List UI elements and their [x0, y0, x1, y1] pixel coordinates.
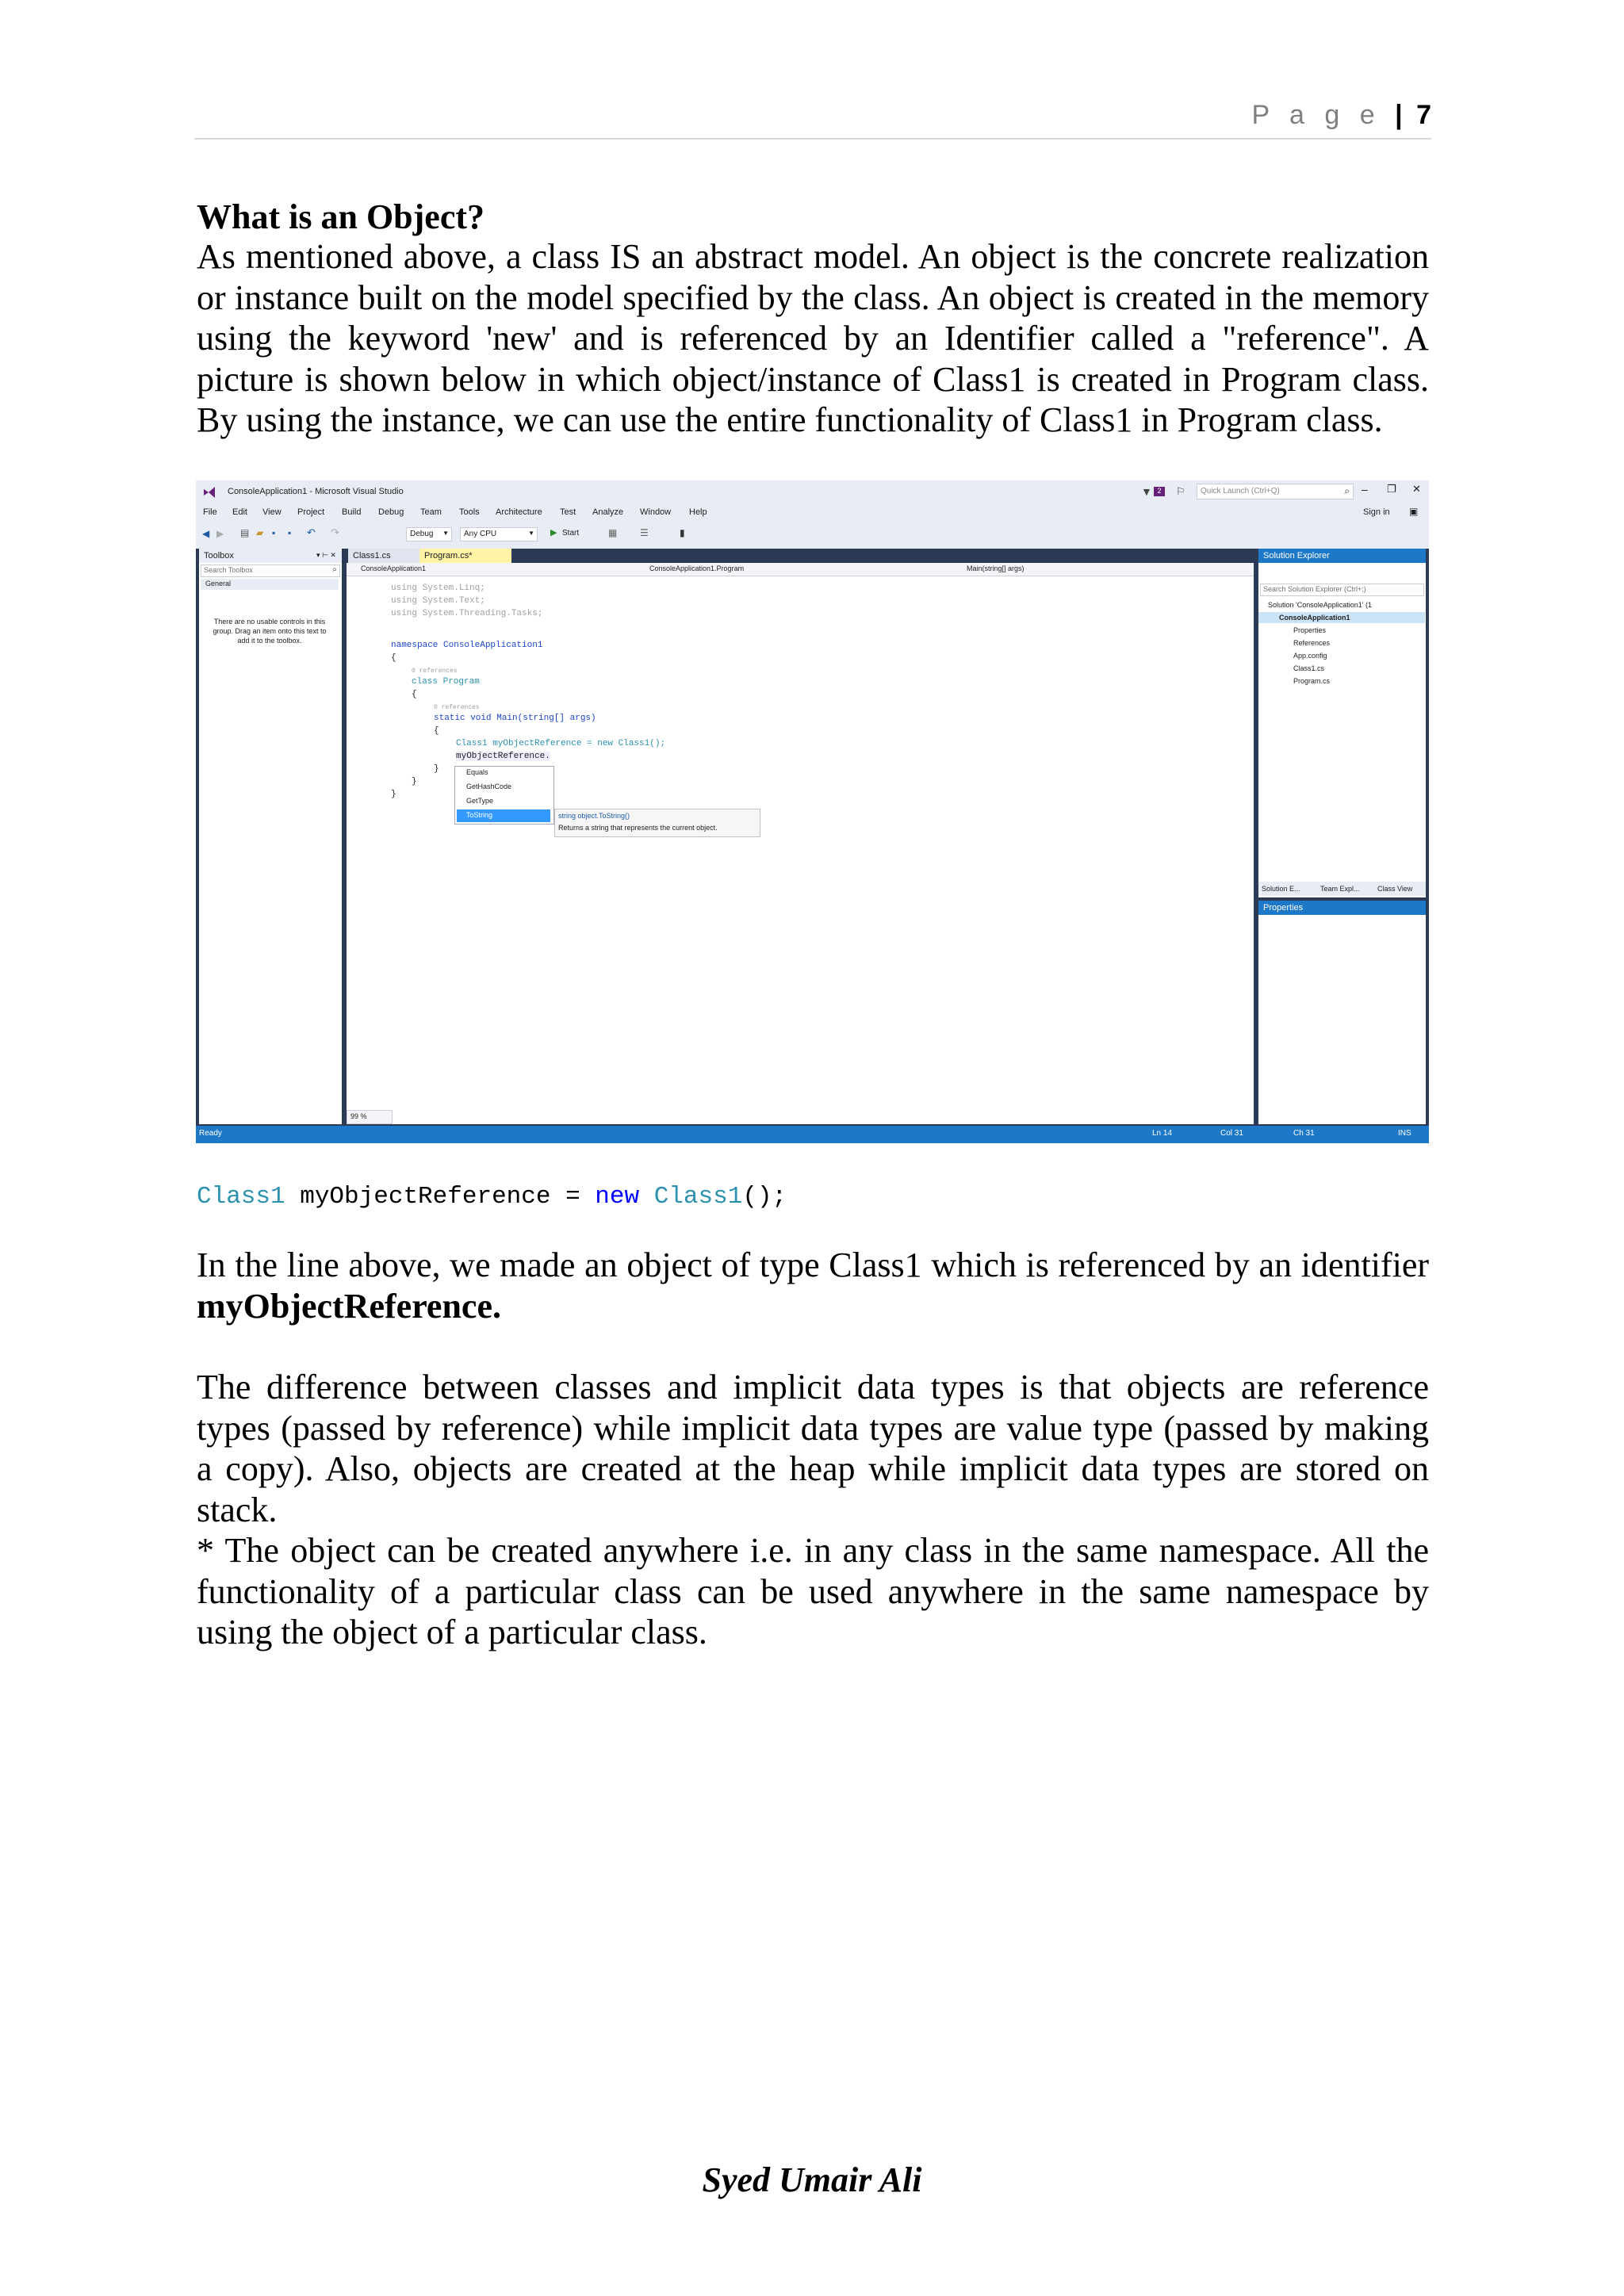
- tab-class-view[interactable]: Class View: [1377, 885, 1413, 893]
- properties-title: Properties: [1258, 901, 1426, 915]
- open-folder-icon[interactable]: ▰: [256, 527, 264, 538]
- toolbox-group-general[interactable]: [201, 579, 339, 590]
- toolbox-title: Toolbox: [199, 549, 342, 563]
- menu-analyze[interactable]: Analyze: [592, 507, 624, 517]
- code-variable: myObjectReference =: [285, 1183, 596, 1211]
- restore-icon[interactable]: ❐: [1387, 483, 1396, 495]
- back-icon[interactable]: ◀: [202, 528, 210, 539]
- solution-search-placeholder: Search Solution Explorer (Ctrl+;): [1263, 585, 1366, 593]
- code-constructor: Class1: [639, 1183, 743, 1211]
- feedback-icon[interactable]: ⚐: [1176, 485, 1185, 497]
- solution-node[interactable]: Solution 'ConsoleApplication1' (1: [1268, 601, 1373, 609]
- menu-architecture[interactable]: Architecture: [496, 507, 542, 517]
- code-using-tasks: using System.Threading.Tasks;: [391, 609, 543, 618]
- visual-studio-screenshot: [196, 480, 1429, 1143]
- platform-value: Any CPU: [464, 530, 497, 538]
- forward-icon[interactable]: ▶: [216, 528, 224, 539]
- app-config-node[interactable]: App.config: [1293, 652, 1327, 660]
- page-header: [194, 94, 1431, 140]
- new-project-icon[interactable]: ▤: [240, 527, 250, 538]
- page-number-label: [1252, 100, 1431, 131]
- sign-in-link[interactable]: Sign in: [1363, 507, 1390, 517]
- search-icon: ⌕: [1344, 485, 1350, 496]
- code-brace: {: [412, 690, 417, 699]
- paragraph-explanation: [197, 1245, 1429, 1326]
- redo-icon[interactable]: ↷: [331, 526, 339, 538]
- paragraph-explanation-text: In the line above, we made an object of type Class1 which is referenced by an identifier: [197, 1246, 1429, 1284]
- menu-test[interactable]: Test: [560, 507, 576, 517]
- chevron-down-icon: ▼: [528, 530, 534, 537]
- code-using-text: using System.Text;: [391, 596, 485, 606]
- menu-tools[interactable]: Tools: [459, 507, 480, 517]
- tab-class1-cs[interactable]: Class1.cs: [348, 549, 421, 563]
- zoom-select[interactable]: [347, 1110, 393, 1124]
- navigation-bar: [347, 563, 1254, 576]
- page-word: P a g e: [1251, 100, 1381, 130]
- properties-panel: [1258, 901, 1426, 1124]
- code-editor[interactable]: [347, 563, 1254, 1124]
- intellisense-tooltip: [554, 809, 760, 837]
- code-brace-close: }: [412, 777, 417, 786]
- vs-toolbar: [196, 522, 1429, 549]
- document-tab-strip: [347, 549, 1254, 563]
- code-using-linq: using System.Linq;: [391, 584, 485, 593]
- search-icon: ⌕: [332, 565, 337, 574]
- references-node[interactable]: References: [1293, 639, 1331, 647]
- bookmark-icon[interactable]: ▮: [680, 527, 685, 538]
- solution-explorer-tabs: [1258, 882, 1426, 896]
- tab-program-cs[interactable]: Program.cs*: [419, 549, 511, 563]
- save-icon[interactable]: ▪: [272, 527, 276, 538]
- vs-title-bar: [196, 480, 1429, 504]
- toolbox-group-label: General: [205, 580, 232, 587]
- platform-select[interactable]: [460, 527, 538, 541]
- intellisense-item-selected[interactable]: ToString: [466, 811, 493, 819]
- code-references-hint: 0 references: [412, 668, 458, 675]
- save-all-icon[interactable]: ▪: [288, 527, 292, 538]
- toolbar-misc-icon[interactable]: ▦: [608, 527, 618, 538]
- notification-badge-icon[interactable]: 2: [1154, 487, 1165, 496]
- tab-solution-explorer[interactable]: Solution E...: [1262, 885, 1300, 893]
- page-separator: |: [1395, 100, 1403, 130]
- section-heading: What is an Object?: [197, 197, 485, 236]
- footer-author: Syed Umair Ali: [702, 2160, 922, 2199]
- code-declaration: Class1 myObjectReference = new Class1();: [456, 739, 666, 748]
- vs-window-title: ConsoleApplication1 - Microsoft Visual Studio: [228, 487, 404, 496]
- intellisense-item[interactable]: Equals: [466, 768, 488, 776]
- nav-member[interactable]: Main(string[] args): [967, 564, 1025, 572]
- configuration-select[interactable]: [406, 527, 452, 541]
- code-namespace: namespace ConsoleApplication1: [391, 641, 543, 650]
- code-class-program: class Program: [412, 677, 480, 687]
- vs-status-bar: [196, 1126, 1429, 1143]
- paragraph-intro: As mentioned above, a class IS an abstract model. An object is the concrete realization or instance built on the model specified by the class. An object is created in the memory using the keyword 'new' and is referenced by an Identifier called a "reference". A picture is shown below in which object/instance of Class1 is created in Program class. By using the instance, we can use the entire functionality of Class1 in Program class.: [197, 237, 1429, 439]
- code-brace-close: }: [434, 764, 439, 774]
- toolbox-panel: [199, 549, 342, 1124]
- tooltip-description: Returns a string that represents the current object.: [558, 824, 718, 832]
- filter-icon[interactable]: ▼: [1141, 485, 1152, 498]
- properties-node[interactable]: Properties: [1293, 626, 1327, 634]
- menu-debug[interactable]: Debug: [378, 507, 404, 517]
- menu-edit[interactable]: Edit: [232, 507, 247, 517]
- menu-project[interactable]: Project: [297, 507, 325, 517]
- menu-help[interactable]: Help: [689, 507, 707, 517]
- chevron-down-icon: ▼: [442, 530, 449, 537]
- code-example: [197, 1183, 787, 1211]
- menu-team[interactable]: Team: [420, 507, 442, 517]
- paragraph-note: * The object can be created anywhere i.e. in any class in the same namespace. All the functionality of a particular class can be used anywhere in the same namespace by using the object of a particular class.: [197, 1531, 1429, 1651]
- code-main-method: static void Main(string[] args): [434, 714, 596, 723]
- intellisense-list[interactable]: [454, 766, 554, 825]
- menu-view[interactable]: View: [262, 507, 282, 517]
- minimize-icon[interactable]: –: [1362, 483, 1368, 496]
- comment-icon[interactable]: ☰: [640, 527, 649, 538]
- class1-node[interactable]: Class1.cs: [1293, 664, 1325, 672]
- start-button[interactable]: Start: [562, 529, 580, 538]
- toolbox-search-input[interactable]: [201, 564, 340, 577]
- toolbox-empty-message: There are no usable controls in this group. Drag an item onto this text to add it to the toolbox.: [213, 618, 327, 645]
- intellisense-item[interactable]: GetHashCode: [466, 783, 512, 790]
- menu-file[interactable]: File: [203, 507, 217, 517]
- program-node[interactable]: Program.cs: [1293, 677, 1331, 685]
- toolbox-search-placeholder: Search Toolbox: [204, 566, 253, 574]
- code-brace: {: [434, 726, 439, 736]
- visual-studio-logo-icon: [202, 486, 216, 499]
- code-brace-close: }: [391, 790, 396, 799]
- code-type-name: Class1: [197, 1183, 285, 1211]
- zoom-value: 99 %: [350, 1112, 367, 1120]
- quick-launch-input[interactable]: [1197, 484, 1354, 499]
- tab-team-explorer[interactable]: Team Expl...: [1320, 885, 1360, 893]
- code-keyword-new: new: [595, 1183, 640, 1211]
- vs-menu-bar: [196, 504, 1429, 522]
- code-brace: {: [391, 653, 396, 663]
- status-line: Ln 14: [1152, 1129, 1173, 1138]
- undo-icon[interactable]: ↶: [307, 526, 316, 538]
- close-icon[interactable]: ✕: [1412, 483, 1421, 495]
- tooltip-signature: string object.ToString(): [558, 812, 630, 820]
- status-ready: Ready: [199, 1129, 222, 1138]
- page-number: 7: [1416, 100, 1431, 130]
- start-play-icon[interactable]: ▶: [550, 528, 557, 538]
- solution-search-input[interactable]: [1260, 584, 1424, 596]
- identifier-name: myObjectReference.: [197, 1286, 501, 1326]
- status-insert-mode: INS: [1398, 1129, 1411, 1138]
- code-references-hint: 0 references: [434, 704, 480, 711]
- nav-class[interactable]: ConsoleApplication1.Program: [649, 564, 745, 572]
- menu-window[interactable]: Window: [640, 507, 672, 517]
- code-current-line[interactable]: myObjectReference.: [456, 752, 550, 761]
- intellisense-item[interactable]: GetType: [466, 797, 494, 805]
- configuration-value: Debug: [410, 530, 434, 538]
- nav-project[interactable]: ConsoleApplication1: [361, 564, 427, 572]
- project-node[interactable]: ConsoleApplication1: [1279, 614, 1350, 622]
- solution-explorer-title: Solution Explorer: [1258, 549, 1426, 563]
- account-icon[interactable]: ▣: [1409, 506, 1419, 517]
- menu-build[interactable]: Build: [342, 507, 362, 517]
- solution-explorer-panel: [1258, 549, 1426, 897]
- paragraph-difference: The difference between classes and implicit data types is that objects are reference types (passed by reference) while implicit data types are value type (passed by making a copy). Also, objects are created at the heap while implicit data types are stored on stack.: [197, 1368, 1429, 1529]
- status-char: Ch 31: [1293, 1129, 1315, 1138]
- pin-icon[interactable]: ▾ ⊢ ✕: [316, 551, 336, 559]
- quick-launch-placeholder: Quick Launch (Ctrl+Q): [1201, 487, 1280, 496]
- code-end: ();: [742, 1183, 787, 1211]
- status-column: Col 31: [1220, 1129, 1243, 1138]
